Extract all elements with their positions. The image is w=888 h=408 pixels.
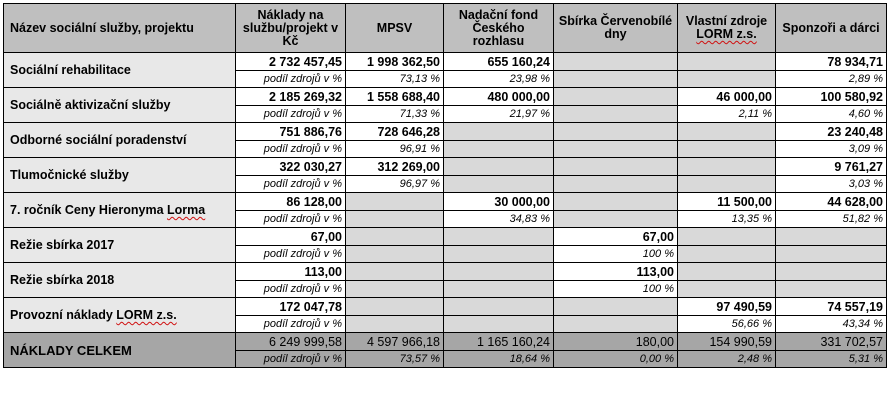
sponzori-share: 43,34 % xyxy=(776,316,887,333)
nadacni-share: 23,98 % xyxy=(444,71,554,88)
row-label-underlined: Lorma xyxy=(167,203,206,217)
vlastni-cell: 11 500,00 xyxy=(678,193,776,211)
sbirka-share: 100 % xyxy=(554,281,678,298)
row-label: Režie sbírka 2018 xyxy=(4,263,236,298)
table-row xyxy=(4,228,887,246)
vlastni-cell xyxy=(678,228,776,246)
nadacni-cell: 655 160,24 xyxy=(444,53,554,71)
header-vlastni-pre: Vlastní zdroje xyxy=(685,14,768,28)
share-label: podíl zdrojů v % xyxy=(236,106,346,123)
header-mpsv: MPSV xyxy=(346,4,444,53)
vlastni-share: 13,35 % xyxy=(678,211,776,228)
sponzori-cell xyxy=(776,228,887,246)
mpsv-cell: 728 646,28 xyxy=(346,123,444,141)
nadacni-share: 21,97 % xyxy=(444,106,554,123)
share-label: podíl zdrojů v % xyxy=(236,71,346,88)
sponzori-cell: 78 934,71 xyxy=(776,53,887,71)
vlastni-cell xyxy=(678,123,776,141)
row-label: Režie sbírka 2017 xyxy=(4,228,236,263)
cost-cell: 86 128,00 xyxy=(236,193,346,211)
mpsv-share: 96,97 % xyxy=(346,176,444,193)
nadacni-share: 18,64 % xyxy=(444,351,554,368)
sbirka-cell xyxy=(554,88,678,106)
nadacni-cell xyxy=(444,263,554,281)
cost-cell: 67,00 xyxy=(236,228,346,246)
sbirka-share xyxy=(554,176,678,193)
sbirka-cell: 113,00 xyxy=(554,263,678,281)
vlastni-share: 56,66 % xyxy=(678,316,776,333)
share-label: podíl zdrojů v % xyxy=(236,316,346,333)
table-row xyxy=(4,88,887,106)
vlastni-cell: 46 000,00 xyxy=(678,88,776,106)
vlastni-cell: 154 990,59 xyxy=(678,333,776,351)
nadacni-cell xyxy=(444,228,554,246)
mpsv-cell: 312 269,00 xyxy=(346,158,444,176)
sponzori-cell xyxy=(776,263,887,281)
sponzori-cell: 9 761,27 xyxy=(776,158,887,176)
mpsv-cell xyxy=(346,228,444,246)
table-row xyxy=(4,123,887,141)
sbirka-share: 0,00 % xyxy=(554,351,678,368)
sponzori-cell: 331 702,57 xyxy=(776,333,887,351)
share-label: podíl zdrojů v % xyxy=(236,246,346,263)
sponzori-share: 51,82 % xyxy=(776,211,887,228)
mpsv-share xyxy=(346,281,444,298)
cost-cell: 172 047,78 xyxy=(236,298,346,316)
header-sponzori: Sponzoři a dárci xyxy=(776,4,887,53)
row-label-text: Provozní náklady xyxy=(10,308,117,322)
sponzori-share xyxy=(776,246,887,263)
sponzori-share: 4,60 % xyxy=(776,106,887,123)
table-row xyxy=(4,53,887,71)
share-label: podíl zdrojů v % xyxy=(236,211,346,228)
sponzori-share xyxy=(776,281,887,298)
sbirka-cell xyxy=(554,53,678,71)
sponzori-share: 3,03 % xyxy=(776,176,887,193)
row-label: Sociální rehabilitace xyxy=(4,53,236,88)
vlastni-cell xyxy=(678,158,776,176)
share-label: podíl zdrojů v % xyxy=(236,281,346,298)
mpsv-share xyxy=(346,211,444,228)
mpsv-share: 71,33 % xyxy=(346,106,444,123)
nadacni-cell xyxy=(444,158,554,176)
nadacni-share xyxy=(444,281,554,298)
cost-cell: 113,00 xyxy=(236,263,346,281)
nadacni-cell xyxy=(444,123,554,141)
mpsv-share xyxy=(346,316,444,333)
vlastni-cell xyxy=(678,53,776,71)
mpsv-cell xyxy=(346,263,444,281)
table-row xyxy=(4,158,887,176)
nadacni-cell xyxy=(444,298,554,316)
row-label: Odborné sociální poradenství xyxy=(4,123,236,158)
row-label: Sociálně aktivizační služby xyxy=(4,88,236,123)
sbirka-share: 100 % xyxy=(554,246,678,263)
header-nadacni-fond: Nadační fond Českého rozhlasu xyxy=(444,4,554,53)
nadacni-cell: 1 165 160,24 xyxy=(444,333,554,351)
nadacni-share xyxy=(444,246,554,263)
sbirka-cell: 180,00 xyxy=(554,333,678,351)
vlastni-share xyxy=(678,246,776,263)
row-label xyxy=(4,298,236,333)
mpsv-share: 96,91 % xyxy=(346,141,444,158)
nadacni-cell: 30 000,00 xyxy=(444,193,554,211)
sponzori-share: 3,09 % xyxy=(776,141,887,158)
sbirka-share xyxy=(554,211,678,228)
cost-cell: 2 732 457,45 xyxy=(236,53,346,71)
sbirka-share xyxy=(554,71,678,88)
mpsv-cell xyxy=(346,298,444,316)
sbirka-share xyxy=(554,106,678,123)
header-costs: Náklady na službu/projekt v Kč xyxy=(236,4,346,53)
mpsv-share: 73,13 % xyxy=(346,71,444,88)
cost-cell: 751 886,76 xyxy=(236,123,346,141)
header-row xyxy=(4,4,887,53)
vlastni-cell xyxy=(678,263,776,281)
nadacni-cell: 480 000,00 xyxy=(444,88,554,106)
cost-cell: 6 249 999,58 xyxy=(236,333,346,351)
nadacni-share xyxy=(444,176,554,193)
sbirka-cell xyxy=(554,123,678,141)
row-label-text: 7. ročník Ceny Hieronyma xyxy=(10,203,168,217)
sponzori-cell: 74 557,19 xyxy=(776,298,887,316)
mpsv-share xyxy=(346,246,444,263)
sbirka-cell xyxy=(554,298,678,316)
vlastni-share xyxy=(678,141,776,158)
cost-cell: 322 030,27 xyxy=(236,158,346,176)
sponzori-cell: 44 628,00 xyxy=(776,193,887,211)
sponzori-share: 2,89 % xyxy=(776,71,887,88)
row-label-underlined: LORM z.s. xyxy=(116,308,177,322)
cost-cell: 2 185 269,32 xyxy=(236,88,346,106)
sbirka-share xyxy=(554,316,678,333)
mpsv-cell: 1 998 362,50 xyxy=(346,53,444,71)
sbirka-cell: 67,00 xyxy=(554,228,678,246)
table-row xyxy=(4,298,887,316)
mpsv-cell: 1 558 688,40 xyxy=(346,88,444,106)
share-label: podíl zdrojů v % xyxy=(236,141,346,158)
table-row xyxy=(4,193,887,211)
header-name: Název sociální služby, projektu xyxy=(4,4,236,53)
vlastni-share xyxy=(678,71,776,88)
nadacni-share xyxy=(444,141,554,158)
row-label xyxy=(4,193,236,228)
sponzori-share: 5,31 % xyxy=(776,351,887,368)
mpsv-cell xyxy=(346,193,444,211)
table-row xyxy=(4,263,887,281)
header-vlastni-org: LORM z.s. xyxy=(696,27,757,41)
sponzori-cell: 100 580,92 xyxy=(776,88,887,106)
vlastni-share xyxy=(678,281,776,298)
sources-table xyxy=(3,3,887,368)
nadacni-share xyxy=(444,316,554,333)
sbirka-cell xyxy=(554,193,678,211)
vlastni-share: 2,11 % xyxy=(678,106,776,123)
sbirka-share xyxy=(554,141,678,158)
mpsv-cell: 4 597 966,18 xyxy=(346,333,444,351)
header-sbirka: Sbírka Červenobílé dny xyxy=(554,4,678,53)
sbirka-cell xyxy=(554,158,678,176)
vlastni-cell: 97 490,59 xyxy=(678,298,776,316)
sponzori-cell: 23 240,48 xyxy=(776,123,887,141)
row-label: Tlumočnické služby xyxy=(4,158,236,193)
header-vlastni-zdroje xyxy=(678,4,776,53)
vlastni-share xyxy=(678,176,776,193)
share-label: podíl zdrojů v % xyxy=(236,176,346,193)
vlastni-share: 2,48 % xyxy=(678,351,776,368)
mpsv-share: 73,57 % xyxy=(346,351,444,368)
nadacni-share: 34,83 % xyxy=(444,211,554,228)
share-label: podíl zdrojů v % xyxy=(236,351,346,368)
total-row xyxy=(4,333,887,351)
row-label: NÁKLADY CELKEM xyxy=(4,333,236,368)
